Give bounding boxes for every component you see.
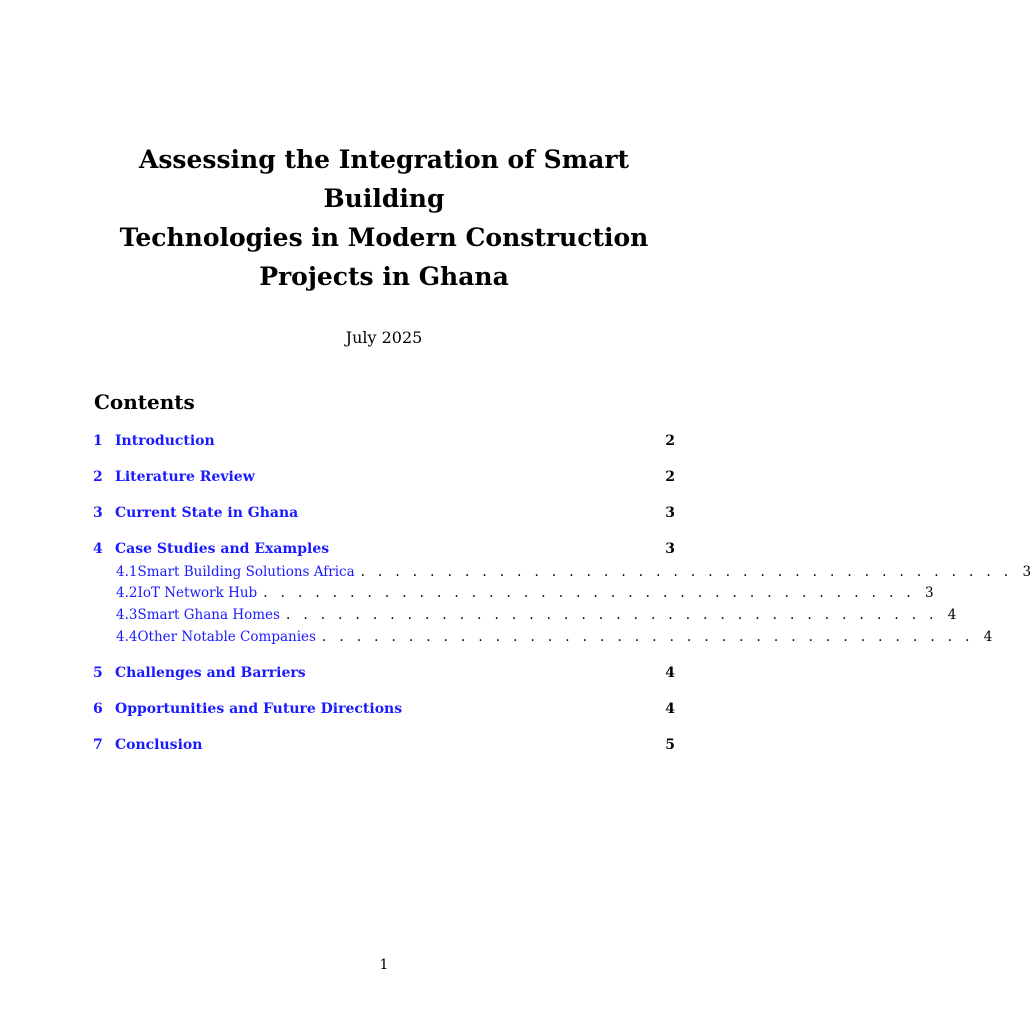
toc-number: 4.1 bbox=[116, 564, 138, 580]
toc-page-number: 3 bbox=[925, 585, 934, 601]
toc-page-number: 4 bbox=[665, 701, 675, 717]
toc-link-smart-ghana-homes[interactable]: Smart Ghana Homes bbox=[137, 607, 280, 623]
title-line: Assessing the Integration of Smart Building bbox=[138, 145, 630, 213]
toc-link-case-studies[interactable]: Case Studies and Examples bbox=[115, 541, 330, 557]
document-date: July 2025 bbox=[345, 328, 423, 347]
toc-entry-conclusion[interactable] bbox=[93, 734, 675, 756]
toc-number: 3 bbox=[93, 505, 103, 521]
toc-entry-current-state[interactable] bbox=[93, 502, 675, 524]
title-line: Projects in Ghana bbox=[259, 262, 509, 291]
contents-heading: Contents bbox=[94, 390, 195, 414]
toc-number: 4 bbox=[93, 541, 103, 557]
toc-page-number: 3 bbox=[1022, 564, 1031, 580]
toc-page-number: 3 bbox=[665, 505, 675, 521]
toc-entry-introduction[interactable] bbox=[93, 430, 675, 452]
toc-dot-leader: . . . . . . . . . . . . . . . . . . . . . . . . . . . . . . . . . . . . . . bbox=[263, 585, 916, 601]
toc-entry-literature-review[interactable] bbox=[93, 466, 675, 488]
toc-entry-smart-building-solutions-africa[interactable] bbox=[93, 561, 1031, 583]
toc-link-iot-network-hub[interactable]: IoT Network Hub bbox=[137, 585, 258, 601]
toc-entry-iot-network-hub[interactable] bbox=[93, 582, 934, 604]
toc-entry-case-studies[interactable] bbox=[93, 538, 675, 560]
toc-number: 4.2 bbox=[116, 585, 138, 601]
toc-page-number: 3 bbox=[665, 541, 675, 557]
toc-page-number: 4 bbox=[983, 629, 993, 645]
toc-entry-challenges[interactable] bbox=[93, 662, 675, 684]
toc-link-current-state[interactable]: Current State in Ghana bbox=[115, 505, 299, 521]
toc-number: 2 bbox=[93, 469, 103, 485]
toc-number: 6 bbox=[93, 701, 103, 717]
toc-number: 1 bbox=[93, 433, 103, 449]
toc-link-smart-building-solutions-africa[interactable]: Smart Building Solutions Africa bbox=[137, 564, 355, 580]
page-number: 1 bbox=[379, 957, 389, 973]
toc-number: 7 bbox=[93, 737, 103, 753]
toc-link-literature-review[interactable]: Literature Review bbox=[115, 469, 255, 485]
toc-dot-leader: . . . . . . . . . . . . . . . . . . . . . . . . . . . . . . . . . . . . . . bbox=[360, 564, 1013, 580]
document-title bbox=[90, 140, 678, 296]
toc-link-opportunities[interactable]: Opportunities and Future Directions bbox=[115, 701, 403, 717]
toc-page-number: 2 bbox=[665, 433, 675, 449]
toc-link-conclusion[interactable]: Conclusion bbox=[115, 737, 203, 753]
title-line: Technologies in Modern Construction bbox=[119, 223, 649, 252]
toc-number: 4.3 bbox=[116, 607, 138, 623]
toc-number: 5 bbox=[93, 665, 103, 681]
toc-entry-opportunities[interactable] bbox=[93, 698, 675, 720]
toc-page-number: 4 bbox=[947, 607, 957, 623]
toc-number: 4.4 bbox=[116, 629, 138, 645]
toc-dot-leader: . . . . . . . . . . . . . . . . . . . . . . . . . . . . . . . . . . . . . . bbox=[321, 629, 974, 645]
toc-link-challenges[interactable]: Challenges and Barriers bbox=[115, 665, 306, 681]
toc-page-number: 5 bbox=[665, 737, 675, 753]
toc-link-introduction[interactable]: Introduction bbox=[115, 433, 215, 449]
toc-dot-leader: . . . . . . . . . . . . . . . . . . . . . . . . . . . . . . . . . . . . . . bbox=[285, 607, 938, 623]
toc-entry-other-notable-companies[interactable] bbox=[93, 626, 993, 648]
toc-link-other-notable-companies[interactable]: Other Notable Companies bbox=[137, 629, 316, 645]
toc-page-number: 2 bbox=[665, 469, 675, 485]
toc-page-number: 4 bbox=[665, 665, 675, 681]
toc-entry-smart-ghana-homes[interactable] bbox=[93, 604, 957, 626]
